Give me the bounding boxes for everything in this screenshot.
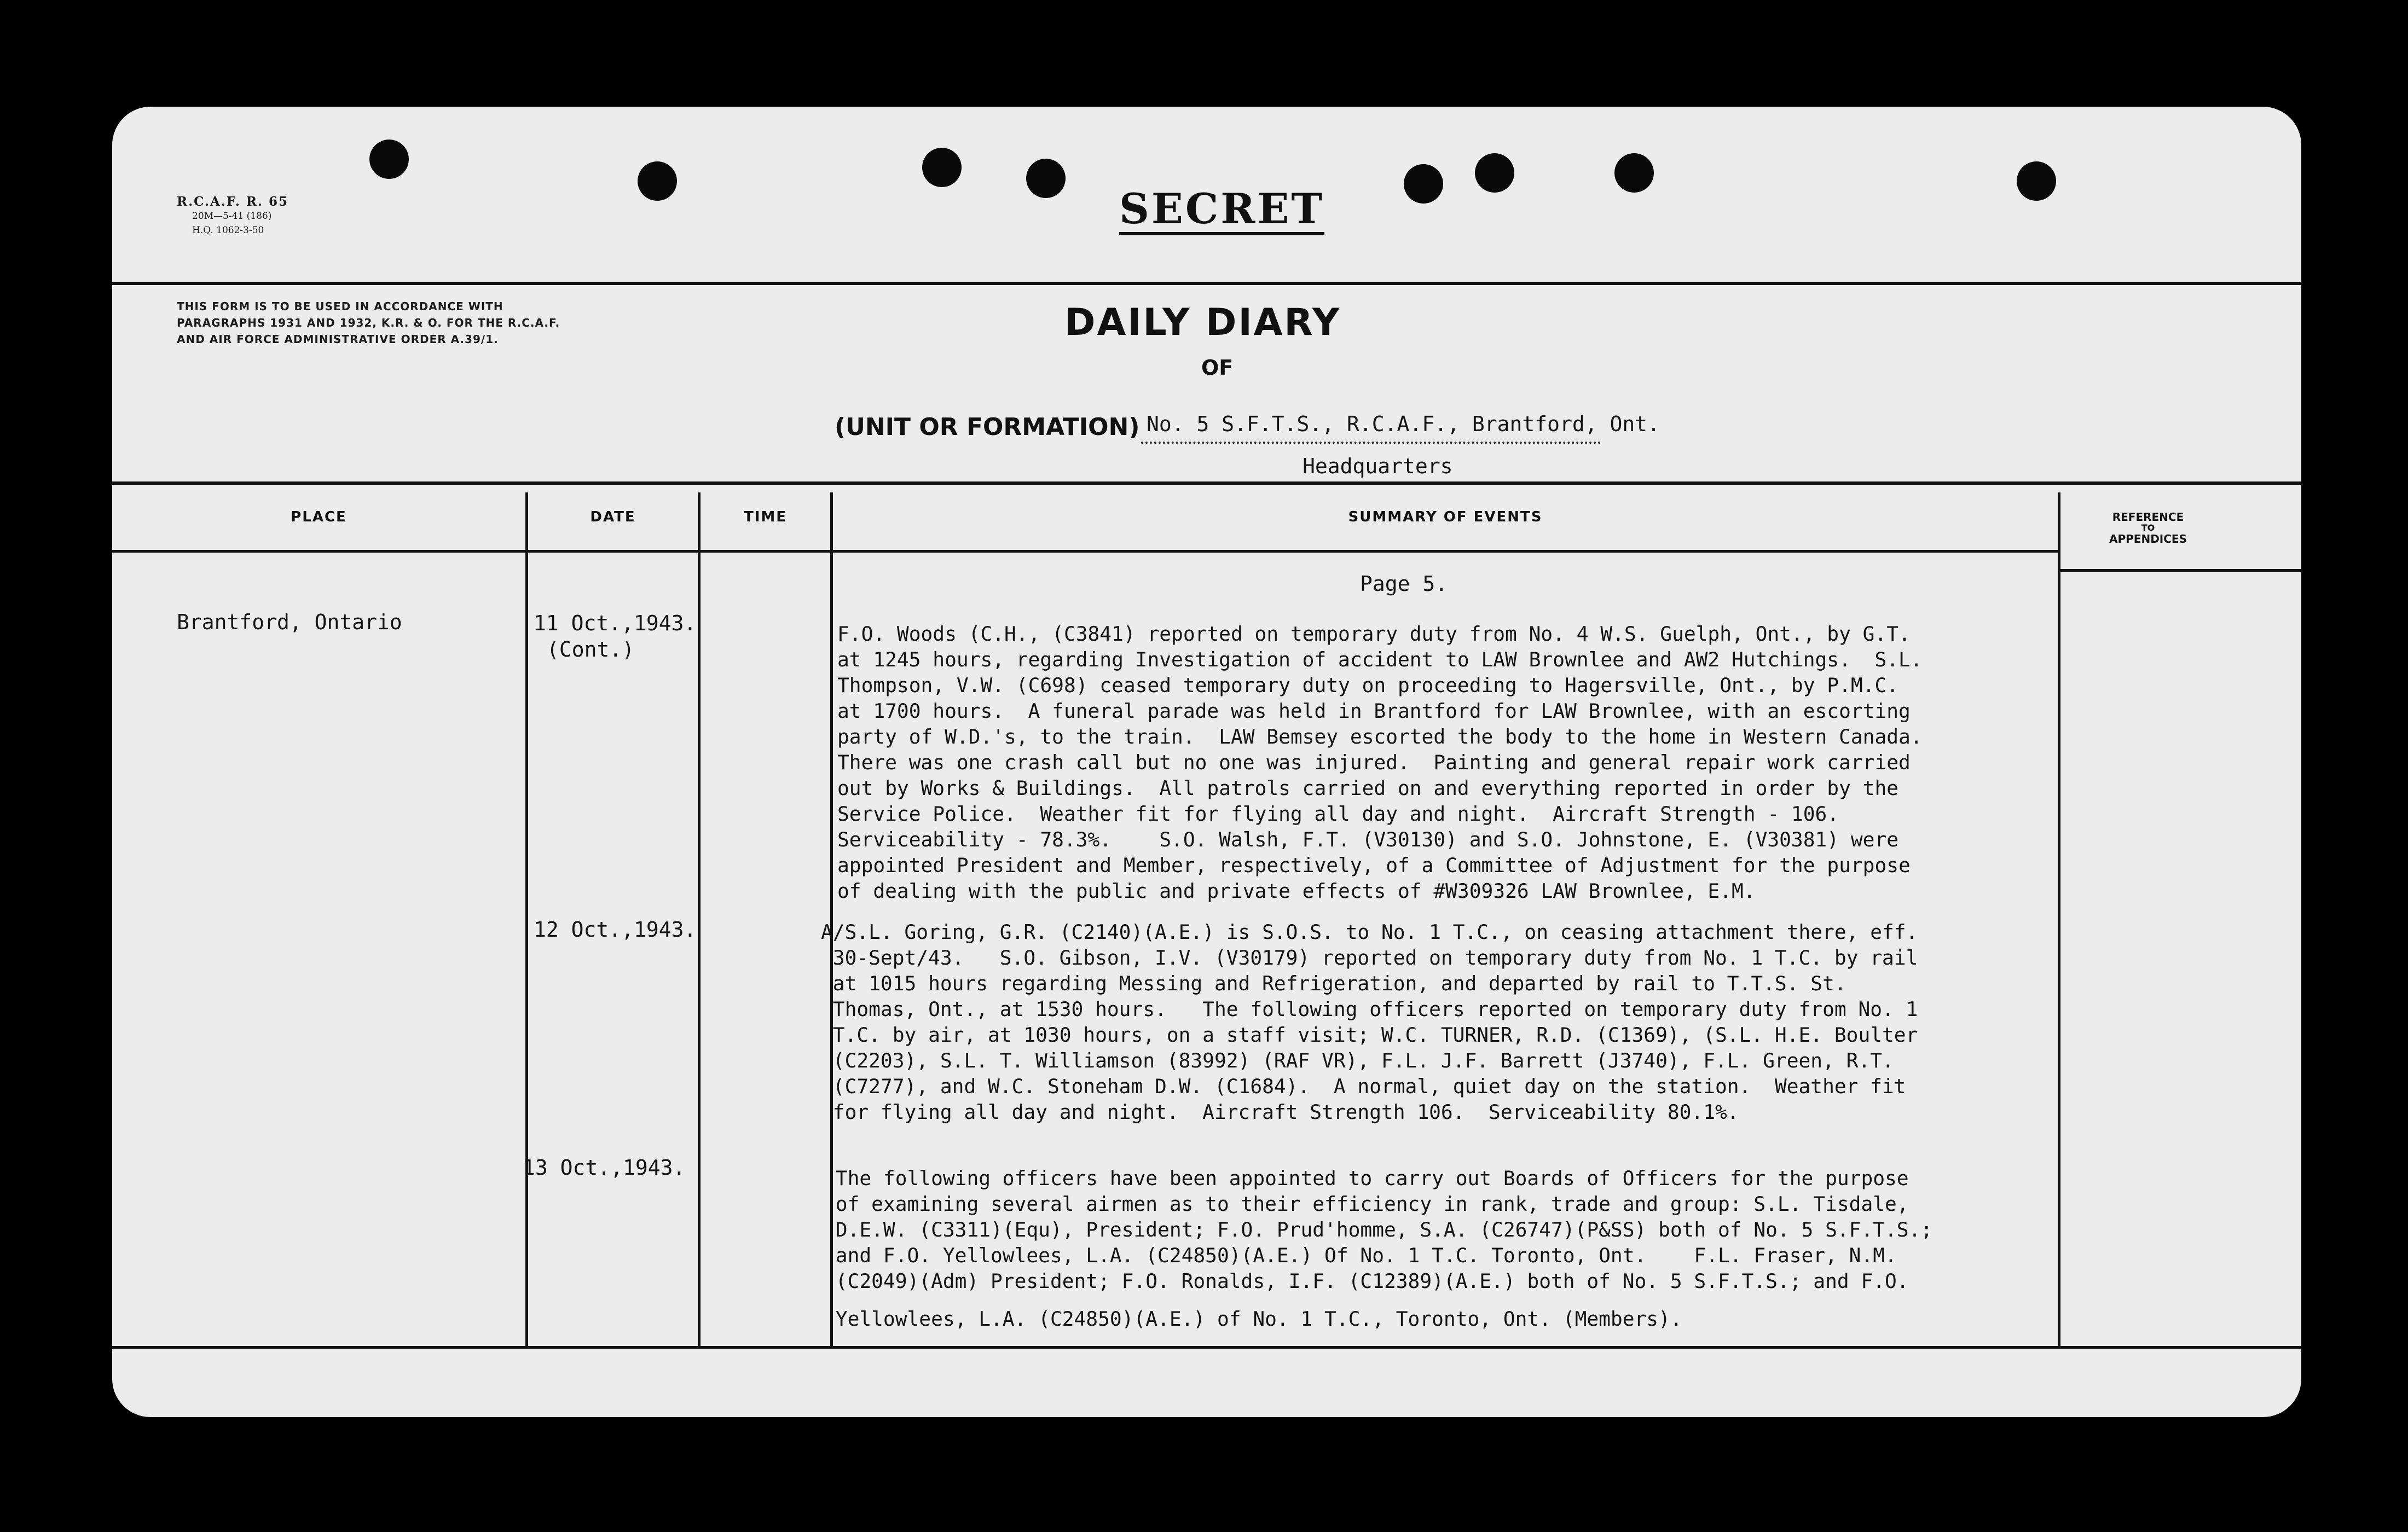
summary-line: Thompson, V.W. (C698) ceased temporary duty on proceeding to Hagersville, Ont., by P.M.C.: [837, 674, 1899, 697]
reference-header-line: APPENDICES: [2109, 532, 2187, 546]
column-header-summary: SUMMARY OF EVENTS: [1348, 509, 1543, 525]
summary-line: party of W.D.'s, to the train. LAW Bemsey escorted the body to the home in Western Canada.: [837, 725, 1923, 748]
punch-hole: [1404, 164, 1443, 204]
summary-line: at 1245 hours, regarding Investigation of accident to LAW Brownlee and AW2 Hutchings. S.L.: [837, 648, 1923, 671]
unit-subtitle: Headquarters: [1303, 454, 1453, 478]
summary-entry: [824, 1165, 2039, 1332]
entry-date: [523, 1154, 685, 1181]
summary-line: A/S.L. Goring, G.R. (C2140)(A.E.) is S.O.S. to No. 1 T.C., on ceasing attachment there, eff.: [821, 920, 1918, 944]
summary-line: for flying all day and night. Aircraft Strength 106. Serviceability 80.1%.: [821, 1100, 1739, 1124]
punch-hole: [638, 161, 677, 201]
entry-date: [534, 916, 696, 943]
summary-line: Service Police. Weather fit for flying all day and night. Aircraft Strength - 106.: [837, 802, 1839, 826]
summary-line: and F.O. Yellowlees, L.A. (C24850)(A.E.) Of No. 1 T.C. Toronto, Ont. F.L. Fraser, N.M.: [824, 1244, 1897, 1267]
column-header-reference: [2060, 512, 2236, 544]
form-instructions: THIS FORM IS TO BE USED IN ACCORDANCE WITH PARAGRAPHS 1931 AND 1932, K.R. & O. FOR THE R.C.A.F. AND AIR FORCE ADMINISTRATIVE ORDER A.39/1.: [177, 300, 560, 346]
summary-line: D.E.W. (C3311)(Equ), President; F.O. Prud'homme, S.A. (C26747)(P&SS) both of No. 5 S.F.T.S.;: [824, 1218, 1933, 1241]
summary-line: F.O. Woods (C.H., (C3841) reported on temporary duty from No. 4 W.S. Guelph, Ont., by G.T.: [837, 622, 1911, 646]
reference-header-rule: [2060, 569, 2301, 572]
punch-hole: [1614, 153, 1654, 193]
punch-hole: [922, 148, 962, 187]
column-header-time: TIME: [743, 509, 788, 525]
summary-line: There was one crash call but no one was injured. Painting and general repair work carried: [837, 751, 1911, 774]
punch-hole: [369, 140, 409, 179]
unit-label: (UNIT OR FORMATION): [835, 413, 1140, 441]
punch-hole: [1475, 153, 1514, 193]
summary-line: (C2049)(Adm) President; F.O. Ronalds, I.F. (C12389)(A.E.) both of No. 5 S.F.T.S.; and F.O.: [824, 1269, 1909, 1293]
summary-line: 30-Sept/43. S.O. Gibson, I.V. (V30179) reported on temporary duty from No. 1 T.C. by rail: [821, 946, 1918, 970]
entry-date-note: (Cont.): [547, 637, 635, 661]
unit-value: No. 5 S.F.T.S., R.C.A.F., Brantford, Ont.: [1147, 412, 1660, 436]
entry-date-text: 12 Oct.,1943.: [534, 918, 697, 942]
summary-line: appointed President and Member, respectively, of a Committee of Adjustment for the purpose: [837, 854, 1911, 877]
summary-line: Yellowlees, L.A. (C24850)(A.E.) of No. 1 T.C., Toronto, Ont. (Members).: [824, 1307, 1682, 1331]
page-number: Page 5.: [1360, 572, 1448, 596]
place-entry: Brantford, Ontario: [177, 610, 402, 634]
column-divider: [525, 492, 528, 1346]
summary-line: T.C. by air, at 1030 hours, on a staff visit; W.C. TURNER, R.D. (C1369), (S.L. H.E. Boulter: [821, 1023, 1918, 1047]
entry-date-text: 11 Oct.,1943.: [534, 611, 697, 635]
summary-entry: [837, 621, 2052, 904]
summary-line: out by Works & Buildings. All patrols carried on and everything reported in order by the: [837, 776, 1899, 800]
summary-line: at 1015 hours regarding Messing and Refrigeration, and departed by rail to T.T.S. St.: [821, 972, 1846, 995]
summary-line: of dealing with the public and private effects of #W309326 LAW Brownlee, E.M.: [837, 879, 1756, 903]
form-number: R.C.A.F. R. 65: [177, 194, 289, 209]
unit-dotted-rule: [1141, 442, 1601, 444]
summary-line: Serviceability - 78.3%. S.O. Walsh, F.T. (V30130) and S.O. Johnstone, E. (V30381) were: [837, 828, 1899, 851]
form-print-code: 20M—5-41 (186): [192, 211, 272, 222]
form-hq-code: H.Q. 1062-3-50: [192, 225, 264, 236]
summary-line: Thomas, Ont., at 1530 hours. The following officers reported on temporary duty from No. 1: [821, 997, 1918, 1021]
classification-heading: SECRET: [1119, 186, 1324, 235]
column-divider: [698, 492, 701, 1346]
table-bottom-rule: [112, 1346, 2301, 1349]
summary-line: The following officers have been appointed to carry out Boards of Officers for the purpose: [824, 1167, 1909, 1190]
punch-hole: [1026, 159, 1066, 198]
document-title-of: OF: [1201, 356, 1234, 380]
entry-date-text: 13 Oct.,1943.: [523, 1156, 686, 1180]
punch-hole: [2017, 161, 2056, 201]
header-divider: [112, 282, 2301, 285]
summary-entry: [821, 919, 2036, 1125]
document-title: DAILY DIARY: [1064, 301, 1341, 344]
summary-line: (C7277), and W.C. Stoneham D.W. (C1684). A normal, quiet day on the station. Weather fit: [821, 1075, 1906, 1098]
summary-line: at 1700 hours. A funeral parade was held in Brantford for LAW Brownlee, with an escorting: [837, 699, 1911, 723]
column-header-date: DATE: [590, 509, 636, 525]
entry-date: [534, 610, 696, 663]
form-identifier: [177, 194, 288, 237]
diary-form-card: [112, 107, 2301, 1417]
reference-header-line: TO: [2141, 523, 2155, 533]
column-divider: [2058, 492, 2060, 1346]
reference-header-line: REFERENCE: [2112, 510, 2184, 524]
summary-line: of examining several airmen as to their efficiency in rank, trade and group: S.L. Tisdale,: [824, 1192, 1909, 1216]
summary-line: (C2203), S.L. T. Williamson (83992) (RAF VR), F.L. J.F. Barrett (J3740), F.L. Green, R.T.: [821, 1049, 1894, 1072]
table-top-rule: [112, 481, 2301, 485]
column-header-place: PLACE: [291, 509, 347, 525]
table-header-rule: [112, 550, 2060, 553]
